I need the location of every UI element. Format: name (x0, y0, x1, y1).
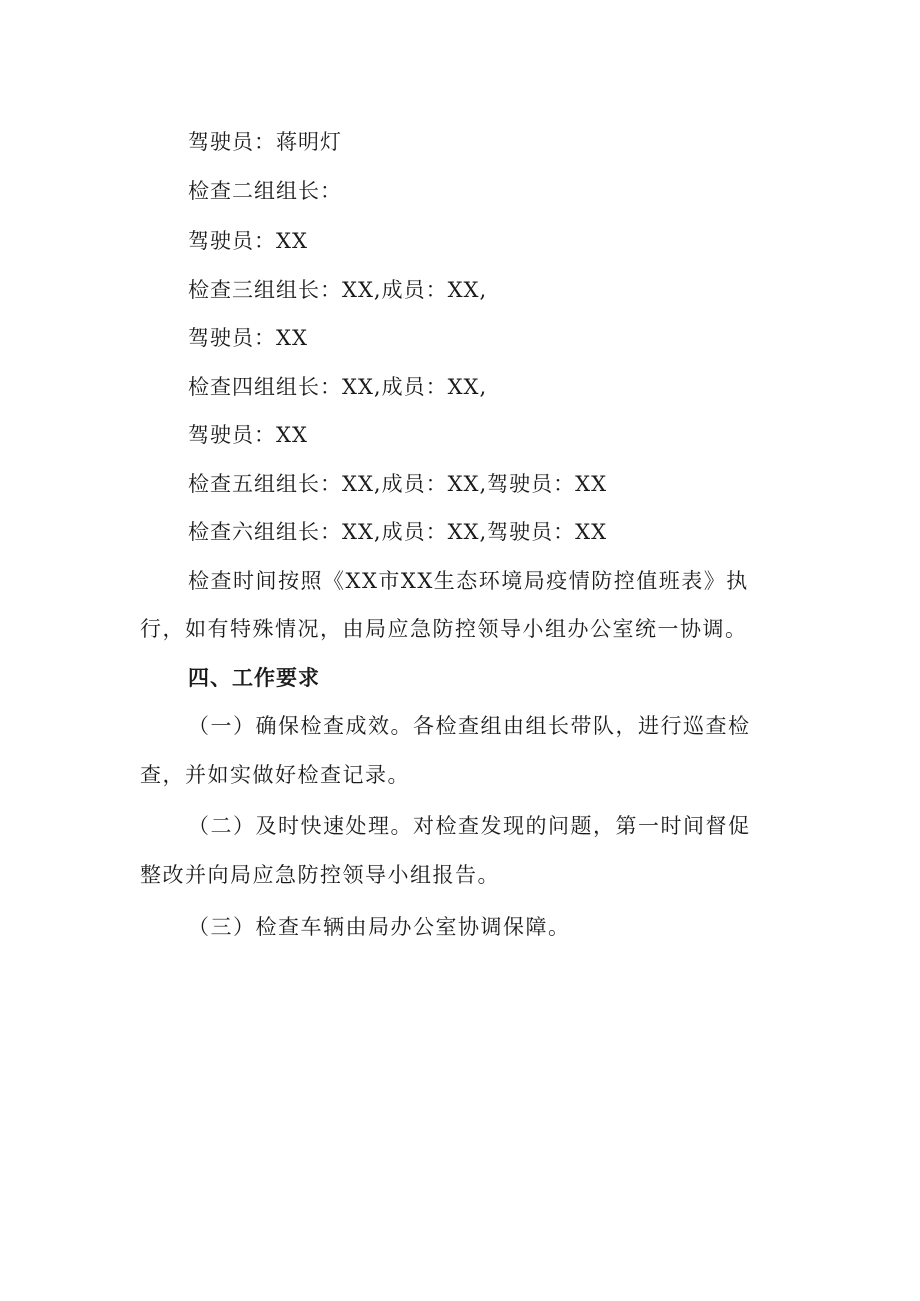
section-heading: 四、工作要求 (188, 666, 320, 690)
requirement-1-line1: （一）确保检查成效。各检查组由组长带队，进行巡查检 (188, 714, 751, 738)
requirement-2-line1: （二）及时快速处理。对检查发现的问题，第一时间督促 (188, 814, 751, 838)
requirement-2-line2: 整改并向局应急防控领导小组报告。 (140, 863, 500, 887)
requirement-1-line2: 查，并如实做好检查记录。 (140, 763, 410, 787)
roster-line-group4: 检查四组组长：XX,成员：XX, (188, 375, 488, 399)
roster-line-group2-leader: 检查二组组长： (188, 179, 342, 203)
roster-line-driver-1: 驾驶员：蒋明灯 (188, 130, 342, 154)
roster-line-driver-3: 驾驶员：XX (188, 326, 308, 350)
roster-line-group5: 检查五组组长：XX,成员：XX,驾驶员：XX (188, 472, 608, 496)
roster-line-group6: 检查六组组长：XX,成员：XX,驾驶员：XX (188, 520, 608, 544)
roster-line-driver-4: 驾驶员：XX (188, 423, 308, 447)
schedule-paragraph-line2: 行，如有特殊情况，由局应急防控领导小组办公室统一协调。 (140, 617, 748, 641)
requirement-3-line1: （三）检查车辆由局办公室协调保障。 (188, 915, 571, 939)
roster-line-driver-2: 驾驶员：XX (188, 229, 308, 253)
schedule-paragraph-line1: 检查时间按照《XX市XX生态环境局疫情防控值班表》执 (188, 569, 749, 593)
roster-line-group3: 检查三组组长：XX,成员：XX, (188, 278, 488, 302)
